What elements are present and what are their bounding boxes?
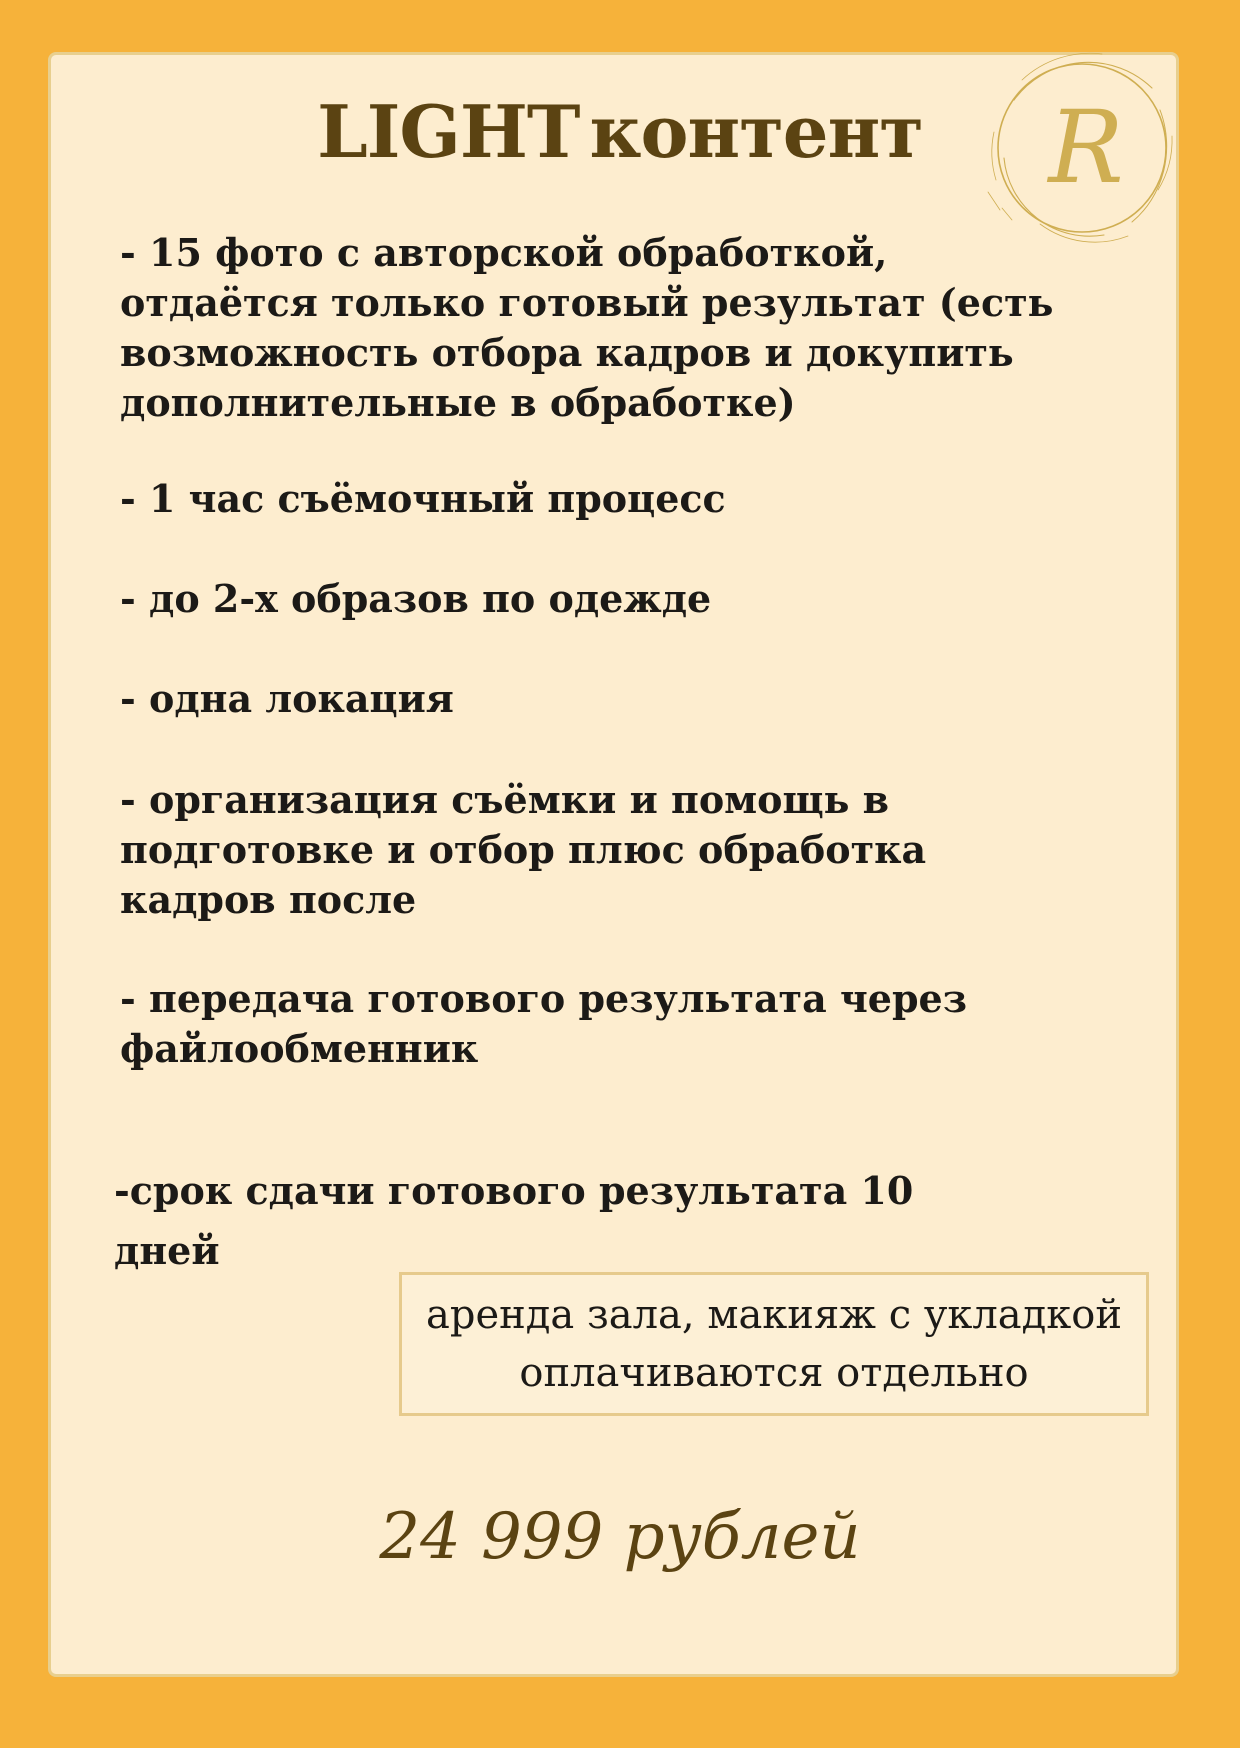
logo-letter: R: [1048, 89, 1124, 206]
title-latin: LIGHT: [317, 89, 580, 174]
title-word: контент: [589, 89, 923, 174]
list-item-deadline: -срок сдачи готового результата 10 дней: [114, 1168, 914, 1273]
price-label: 24 999 рублей: [379, 1500, 861, 1574]
list-item-organization: - организация съёмки и помощь в подготовке и отбор плюс обработка кадров после: [120, 777, 927, 922]
extra-costs-text: аренда зала, макияж с укладкой оплачиваются отдельно: [426, 1292, 1122, 1396]
list-item-delivery: - передача готового результата через файлообменник: [120, 976, 967, 1071]
extra-costs-note: [399, 1272, 1149, 1416]
brand-logo: [982, 40, 1182, 250]
list-item-outfits: - до 2-х образов по одежде: [120, 576, 712, 621]
list-item-photos: - 15 фото с авторской обработкой, отдаётся только готовый результат (есть возможность отбора кадров и докупить дополнительные в обработке): [120, 230, 1054, 425]
list-item-location: - одна локация: [120, 676, 454, 721]
list-item-duration: - 1 час съёмочный процесс: [120, 476, 726, 521]
